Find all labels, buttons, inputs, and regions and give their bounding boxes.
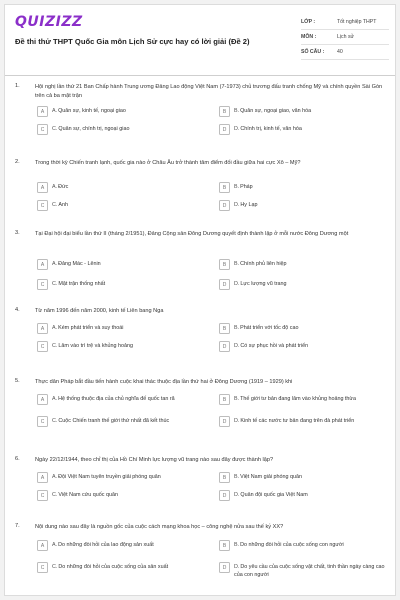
option-letter-box: D xyxy=(219,279,230,290)
question-number: 6. xyxy=(15,456,20,462)
class-value: Tốt nghiệp THPT xyxy=(337,19,377,25)
header-divider xyxy=(5,75,395,76)
option-tag: D. xyxy=(234,281,240,287)
option-letter-box: C xyxy=(37,562,48,573)
option-content xyxy=(52,201,68,209)
option-text: Quân sự, ngoại giao, văn hóa xyxy=(240,108,312,114)
answer-option-d[interactable] xyxy=(219,342,391,352)
option-letter-box: B xyxy=(219,323,230,334)
question-5 xyxy=(13,378,389,448)
option-text: Hệ thống thuộc địa của chủ nghĩa đế quốc tan rã xyxy=(58,396,175,402)
option-text: Lâm vào trì trệ và khủng hoảng xyxy=(58,343,134,349)
option-tag: D. xyxy=(234,202,240,208)
worksheet-title: Đề thi thử THPT Quốc Gia môn Lịch Sử cực hay có lời giải (Đề 2) xyxy=(15,37,250,46)
option-letter-box: C xyxy=(37,279,48,290)
option-text: Chính trị, kinh tế, văn hóa xyxy=(240,126,302,132)
option-letter-box: C xyxy=(37,200,48,211)
option-letter-box: D xyxy=(219,562,230,573)
option-text: Quân đội quốc gia Việt Nam xyxy=(240,492,308,498)
question-6 xyxy=(13,456,389,526)
question-2 xyxy=(13,159,389,229)
option-letter-box: C xyxy=(37,416,48,427)
option-tag: B. xyxy=(234,325,240,331)
answer-option-c[interactable] xyxy=(37,491,209,501)
option-letter-box: B xyxy=(219,540,230,551)
option-content xyxy=(52,563,168,571)
option-text: Việt Nam cứu quốc quân xyxy=(58,492,118,498)
quizizz-logo: QUIZIZZ xyxy=(15,14,83,30)
question-text: Trong thời kỳ Chiến tranh lạnh, quốc gia nào ở Châu Âu trở thành tâm điểm đối đầu giữa hai cực Xô – Mỹ? xyxy=(35,160,301,166)
meta-class-row xyxy=(301,15,389,30)
option-tag: C. xyxy=(52,126,58,132)
option-text: Kinh tế các nước tư bản đang trên đà phát triển xyxy=(240,418,355,424)
question-number: 2. xyxy=(15,159,20,165)
question-3 xyxy=(13,230,389,300)
answer-option-a[interactable] xyxy=(37,260,209,270)
option-content xyxy=(52,107,126,115)
option-letter-box: C xyxy=(37,124,48,135)
option-text: Do yêu cầu của cuộc sống vật chất, tinh thần ngày càng cao của con người xyxy=(234,564,385,578)
option-text: Kém phát triển và suy thoái xyxy=(58,325,124,331)
option-letter-box: B xyxy=(219,394,230,405)
option-text: Việt Nam giải phóng quân xyxy=(240,474,303,480)
option-text: Đảng Mác - Lênin xyxy=(58,261,101,267)
option-content xyxy=(52,342,133,350)
question-4 xyxy=(13,307,389,377)
option-text: Đức xyxy=(58,184,69,190)
option-letter-box: D xyxy=(219,200,230,211)
option-text: Lực lượng vũ trang xyxy=(240,281,287,287)
answer-option-a[interactable] xyxy=(37,541,209,551)
answer-option-d[interactable] xyxy=(219,491,391,501)
question-number: 1. xyxy=(15,83,20,89)
option-text: Hy Lạp xyxy=(240,202,258,208)
option-text: Có sự phục hồi và phát triển xyxy=(240,343,309,349)
question-number: 5. xyxy=(15,378,20,384)
option-tag: C. xyxy=(52,564,58,570)
option-text: Thế giới tư bản đang lâm vào khủng hoảng thừa xyxy=(240,396,357,402)
option-letter-box: B xyxy=(219,259,230,270)
option-letter-box: B xyxy=(219,106,230,117)
answer-option-d[interactable] xyxy=(219,125,391,135)
option-content xyxy=(234,473,302,481)
answer-option-a[interactable] xyxy=(37,395,209,405)
answer-option-a[interactable] xyxy=(37,324,209,334)
option-text: Anh xyxy=(58,202,68,208)
option-tag: A. xyxy=(52,325,58,331)
option-text: Quân sự, chính trị, ngoại giao xyxy=(58,126,130,132)
option-letter-box: D xyxy=(219,341,230,352)
answer-option-c[interactable] xyxy=(37,563,209,573)
option-content xyxy=(52,125,129,133)
worksheet-page xyxy=(4,4,396,596)
subject-value: Lịch sử xyxy=(337,34,355,40)
option-text: Mặt trận thống nhất xyxy=(58,281,106,287)
option-letter-box: A xyxy=(37,259,48,270)
option-tag: A. xyxy=(52,108,58,114)
answer-option-d[interactable] xyxy=(219,417,391,427)
option-content xyxy=(234,324,298,332)
option-tag: B. xyxy=(234,474,240,480)
option-letter-box: A xyxy=(37,394,48,405)
option-text: Do những đòi hỏi của cuộc sống của sản xuất xyxy=(58,564,169,570)
answer-option-b[interactable] xyxy=(219,107,391,117)
option-letter-box: C xyxy=(37,341,48,352)
question-text: Hội nghị lần thứ 21 Ban Chấp hành Trung ương Đảng Lao động Việt Nam (7-1973) chủ trương đấu tranh chống Mỹ và chính quyền Sài Gòn trên cả ba mặt trận xyxy=(35,84,383,99)
option-tag: A. xyxy=(52,542,58,548)
option-letter-box: B xyxy=(219,472,230,483)
question-text: Từ năm 1996 đến năm 2000, kinh tế Liên bang Nga xyxy=(35,308,164,314)
answer-option-a[interactable] xyxy=(37,183,209,193)
worksheet-header xyxy=(5,5,395,67)
question-7 xyxy=(13,523,389,593)
option-text: Quân sự, kinh tế, ngoại giao xyxy=(58,108,126,114)
option-letter-box: B xyxy=(219,182,230,193)
option-content xyxy=(52,541,154,549)
option-tag: D. xyxy=(234,126,240,132)
option-letter-box: A xyxy=(37,323,48,334)
option-tag: A. xyxy=(52,184,58,190)
option-text: Do những đòi hỏi của lao động sản xuất xyxy=(58,542,154,548)
option-tag: D. xyxy=(234,564,240,570)
answer-option-c[interactable] xyxy=(37,280,209,290)
option-content xyxy=(52,280,105,288)
option-tag: C. xyxy=(52,281,58,287)
answer-option-d[interactable] xyxy=(219,201,391,211)
question-number: 7. xyxy=(15,523,20,529)
option-tag: A. xyxy=(52,474,58,480)
option-content xyxy=(234,563,391,579)
option-tag: C. xyxy=(52,202,58,208)
option-content xyxy=(52,324,123,332)
option-content xyxy=(52,491,118,499)
option-letter-box: A xyxy=(37,540,48,551)
question-1 xyxy=(13,83,389,153)
option-text: Phát triển với tốc độ cao xyxy=(240,325,299,331)
question-number: 3. xyxy=(15,230,20,236)
option-letter-box: D xyxy=(219,416,230,427)
option-tag: B. xyxy=(234,108,240,114)
option-tag: B. xyxy=(234,261,240,267)
option-tag: B. xyxy=(234,184,240,190)
option-tag: B. xyxy=(234,396,240,402)
option-letter-box: A xyxy=(37,472,48,483)
option-content xyxy=(52,473,161,481)
answer-option-b[interactable] xyxy=(219,324,391,334)
meta-subject-row xyxy=(301,30,389,45)
question-number: 4. xyxy=(15,307,20,313)
answer-option-c[interactable] xyxy=(37,342,209,352)
answer-option-c[interactable] xyxy=(37,201,209,211)
subject-label: MÔN : xyxy=(301,34,317,40)
option-content xyxy=(234,395,356,403)
option-tag: C. xyxy=(52,492,58,498)
option-content xyxy=(234,280,287,288)
option-tag: A. xyxy=(52,261,58,267)
class-label: LỚP : xyxy=(301,19,316,25)
answer-option-b[interactable] xyxy=(219,541,391,551)
option-letter-box: A xyxy=(37,182,48,193)
answer-option-b[interactable] xyxy=(219,183,391,193)
option-tag: A. xyxy=(52,396,58,402)
option-tag: D. xyxy=(234,492,240,498)
meta-panel xyxy=(301,15,389,60)
option-text: Chính phủ liên hiệp xyxy=(240,261,287,267)
question-text: Nội dung nào sau đây là nguồn gốc của cuộc cách mạng khoa học – công nghệ nửa sau thế kỷ XX? xyxy=(35,524,284,530)
option-letter-box: D xyxy=(219,124,230,135)
option-letter-box: D xyxy=(219,490,230,501)
option-content xyxy=(52,395,175,403)
meta-count-row xyxy=(301,45,389,60)
option-tag: D. xyxy=(234,418,240,424)
answer-option-a[interactable] xyxy=(37,473,209,483)
answer-option-a[interactable] xyxy=(37,107,209,117)
option-text: Cuộc Chiến tranh thế giới thứ nhất đã kết thúc xyxy=(58,418,170,424)
option-content xyxy=(234,201,258,209)
question-count-value: 40 xyxy=(337,49,343,55)
option-text: Đội Việt Nam tuyên truyền giải phóng quân xyxy=(58,474,161,480)
option-content xyxy=(234,107,311,115)
option-content xyxy=(234,417,354,425)
option-text: Pháp xyxy=(240,184,253,190)
answer-option-d[interactable] xyxy=(219,280,391,290)
option-tag: D. xyxy=(234,343,240,349)
question-text: Ngày 22/12/1944, theo chỉ thị của Hồ Chí Minh lực lượng vũ trang nào sau đây được thành lập? xyxy=(35,457,274,463)
option-letter-box: C xyxy=(37,490,48,501)
option-content xyxy=(52,260,101,268)
option-text: Do những đòi hỏi của cuộc sống con người xyxy=(240,542,344,548)
answer-option-d[interactable] xyxy=(219,563,391,579)
answer-option-c[interactable] xyxy=(37,417,209,427)
answer-option-b[interactable] xyxy=(219,395,391,405)
option-content xyxy=(234,491,308,499)
option-tag: C. xyxy=(52,418,58,424)
option-content xyxy=(234,541,344,549)
answer-option-c[interactable] xyxy=(37,125,209,135)
option-content xyxy=(234,125,302,133)
option-tag: B. xyxy=(234,542,240,548)
option-content xyxy=(234,260,287,268)
option-letter-box: A xyxy=(37,106,48,117)
option-content xyxy=(234,342,308,350)
option-content xyxy=(234,183,253,191)
option-content xyxy=(52,417,169,425)
question-text: Thực dân Pháp bắt đầu tiến hành cuộc khai thác thuộc địa lần thứ hai ở Đông Dương (1919 – 1929) khi xyxy=(35,379,293,385)
option-tag: C. xyxy=(52,343,58,349)
answer-option-b[interactable] xyxy=(219,260,391,270)
question-count-label: SỐ CÂU : xyxy=(301,49,325,55)
answer-option-b[interactable] xyxy=(219,473,391,483)
question-text: Tại Đại hội đại biểu lần thứ II (tháng 2/1951), Đảng Cộng sản Đông Dương quyết định thành lập ở mỗi nước Đông Dương một xyxy=(35,231,349,237)
option-content xyxy=(52,183,68,191)
